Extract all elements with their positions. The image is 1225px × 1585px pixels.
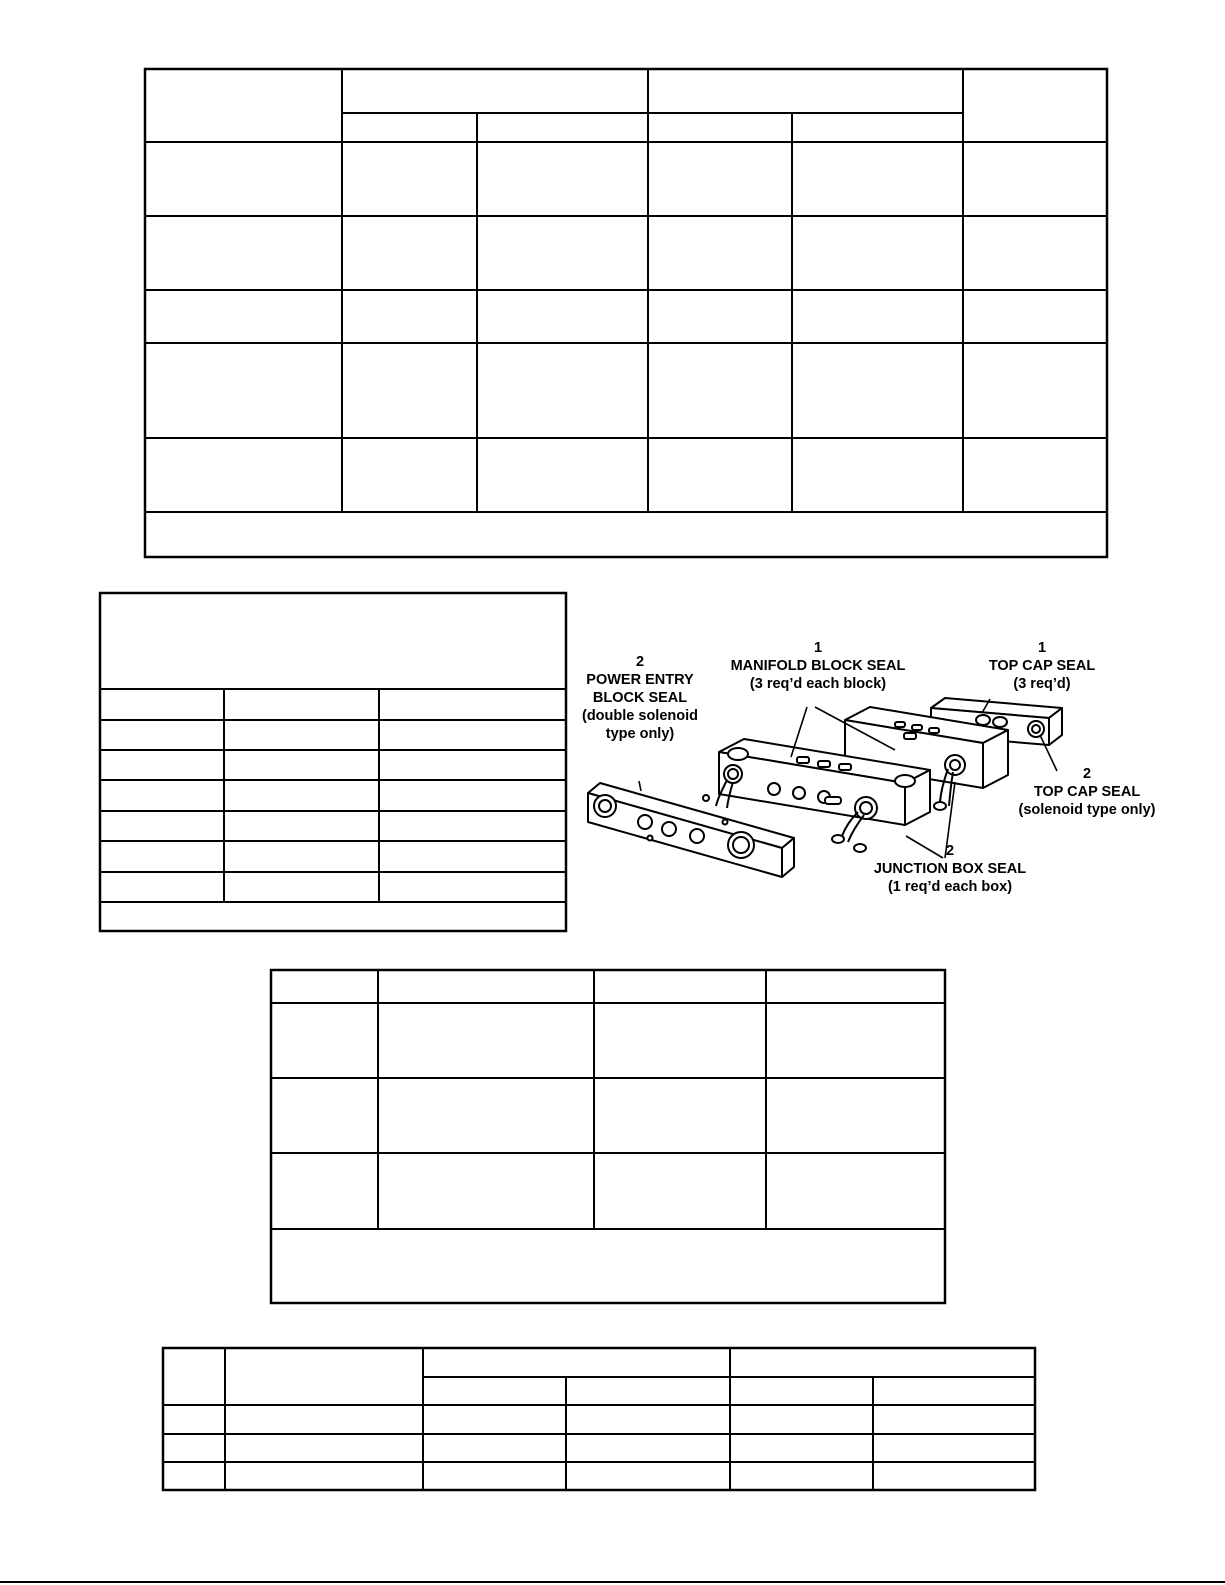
callout-manifold-block-seal xyxy=(718,639,918,693)
callout-note: type only) xyxy=(605,726,675,742)
callout-note: (1 req’d each box) xyxy=(887,879,1013,895)
callout-number: 2 xyxy=(1082,766,1092,782)
callout-title: TOP CAP SEAL xyxy=(1033,784,1141,800)
callout-note: (solenoid type only) xyxy=(1018,802,1156,818)
page-bottom-rule xyxy=(0,1581,1225,1583)
callout-title: POWER ENTRY xyxy=(586,672,694,688)
callout-note: (double solenoid xyxy=(582,708,698,724)
power-entry-block-face xyxy=(588,793,782,877)
callout-number: 1 xyxy=(813,640,823,656)
callout-note: (3 req’d) xyxy=(1013,676,1071,692)
power-entry-block-top xyxy=(588,783,794,848)
callout-junction-box-seal xyxy=(855,842,1045,896)
callout-number: 1 xyxy=(1037,640,1047,656)
callout-title: BLOCK SEAL xyxy=(592,690,688,706)
callout-title: JUNCTION BOX SEAL xyxy=(873,861,1027,877)
callout-title: MANIFOLD BLOCK SEAL xyxy=(730,658,906,674)
callout-top-cap-seal-2 xyxy=(1002,765,1172,819)
callout-number: 2 xyxy=(945,843,955,859)
callout-top-cap-seal-1 xyxy=(962,639,1122,693)
callout-number: 2 xyxy=(635,654,645,670)
callout-power-entry-block-seal xyxy=(568,653,712,743)
callout-title: TOP CAP SEAL xyxy=(988,658,1096,674)
callout-note: (3 req’d each block) xyxy=(749,676,887,692)
